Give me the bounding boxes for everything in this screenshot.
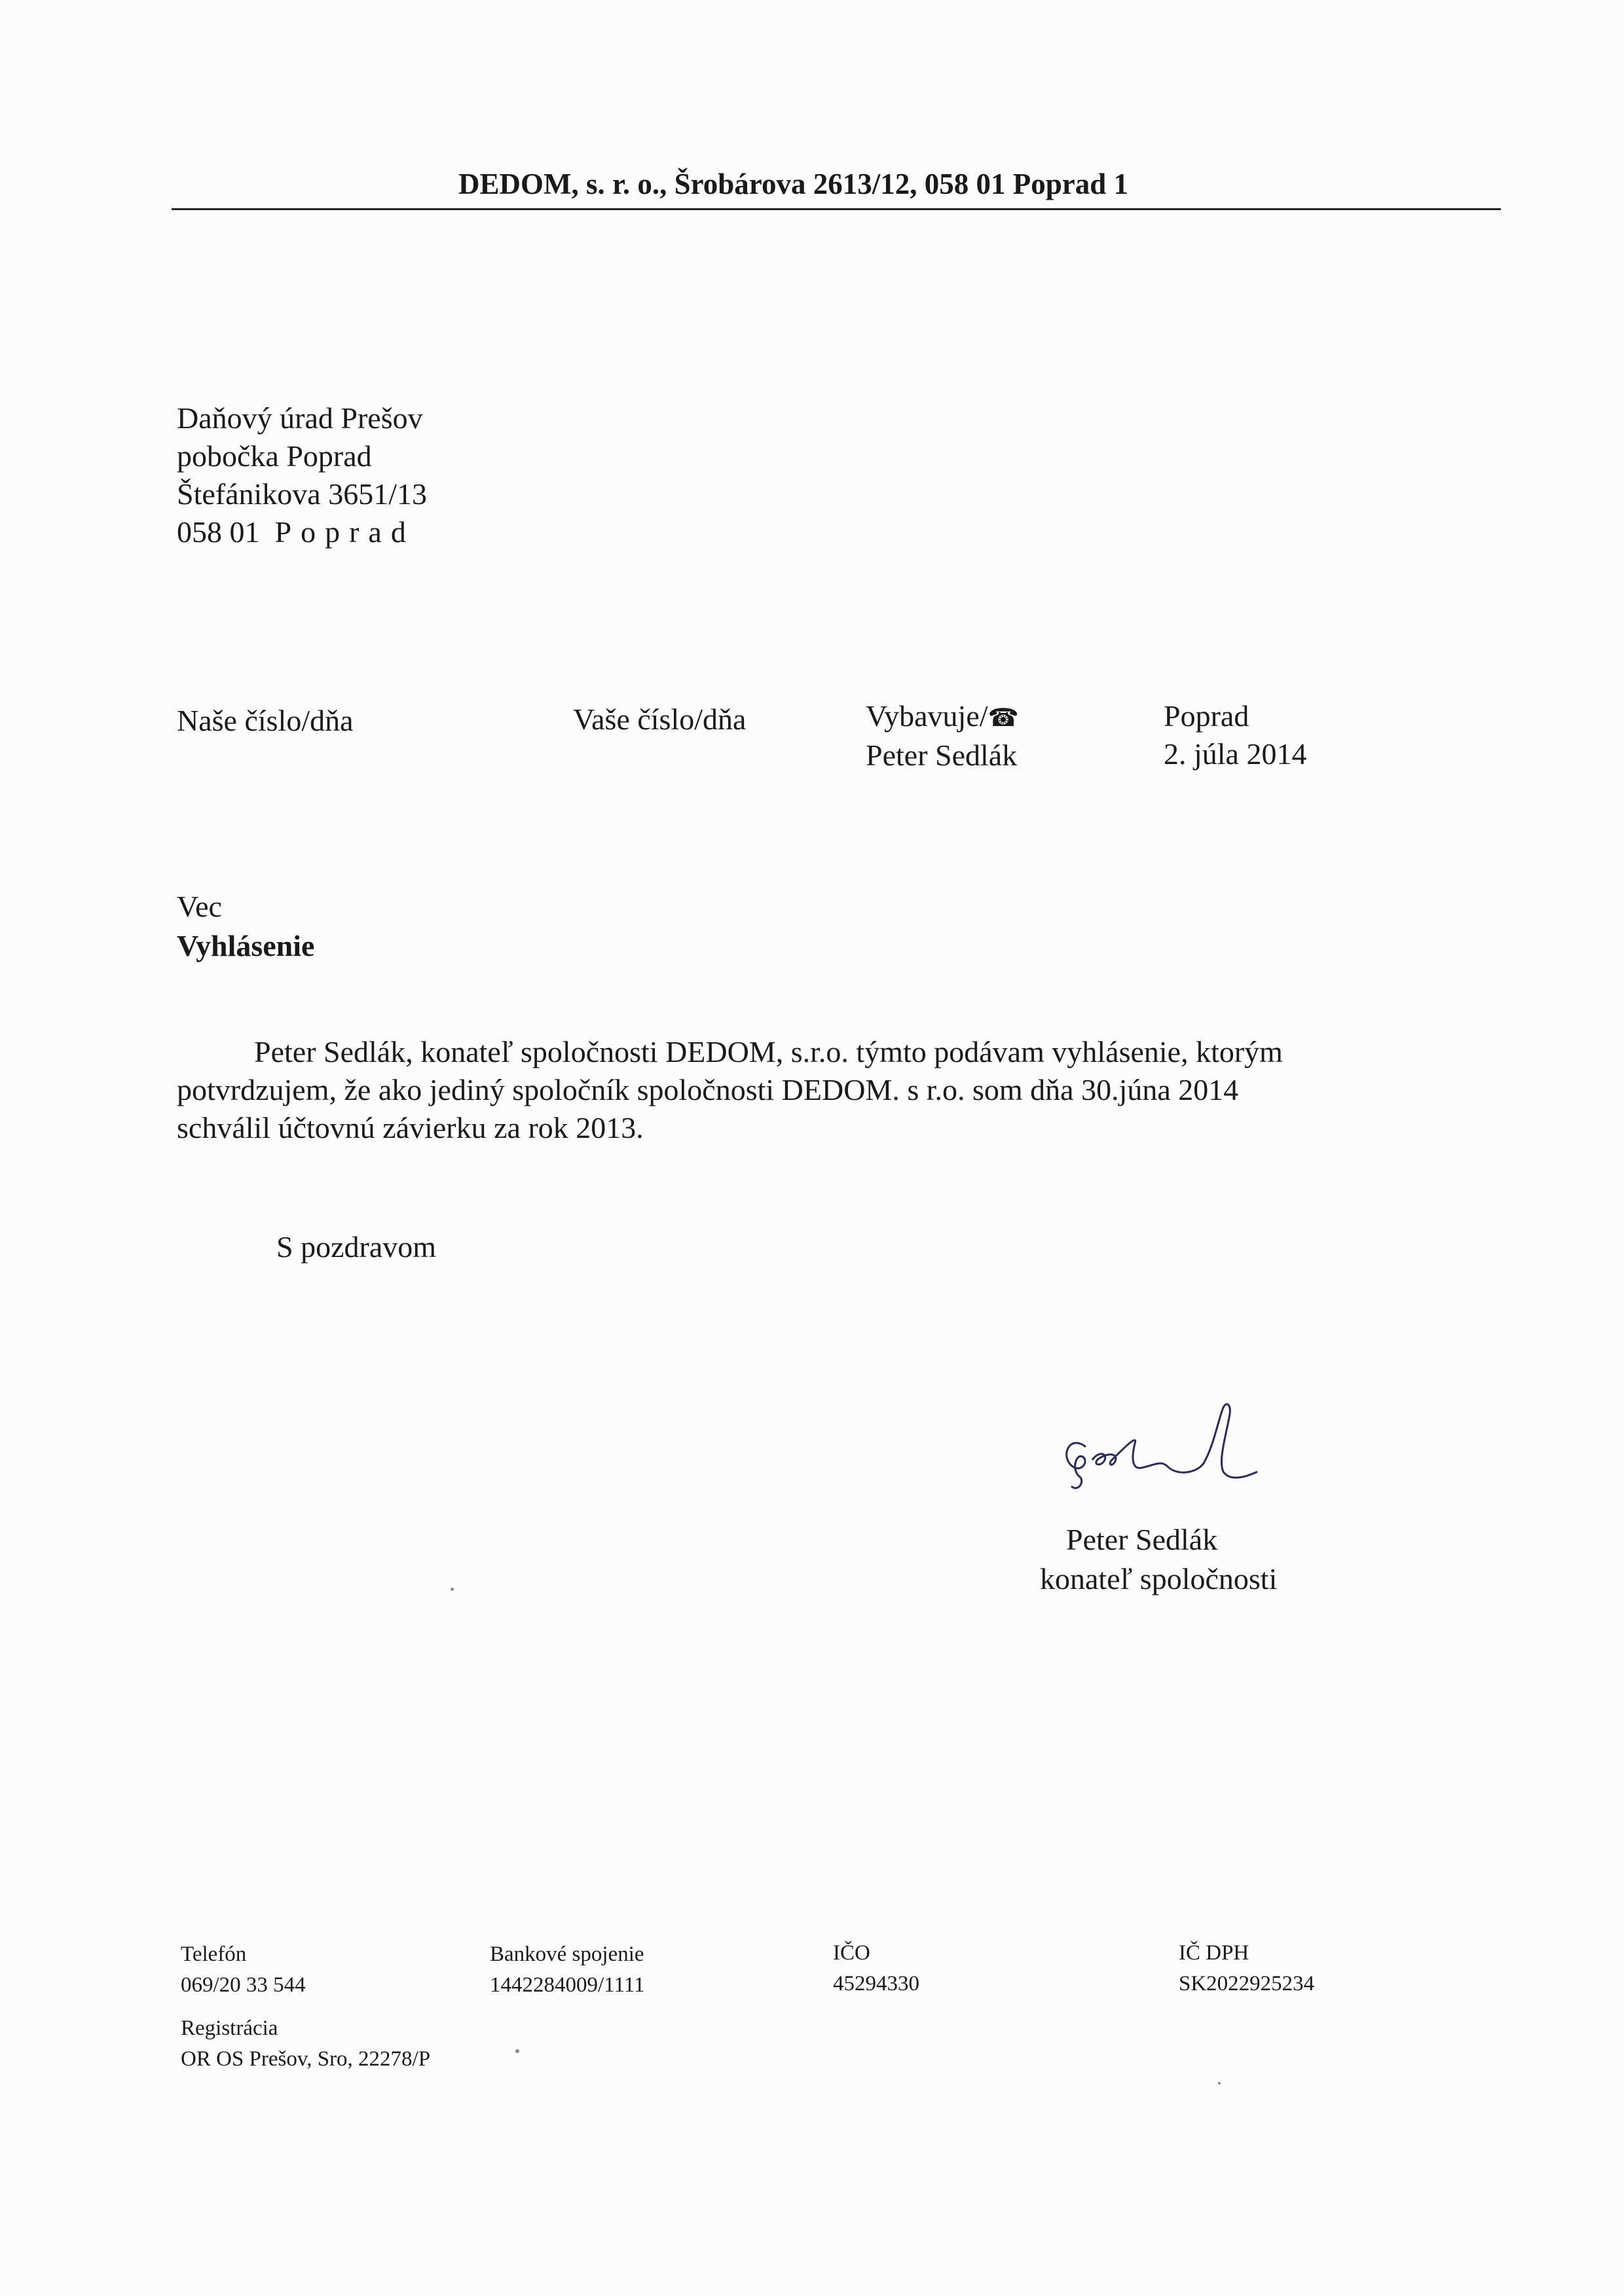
letterhead: DEDOM, s. r. o., Šrobárova 2613/12, 058 01 Poprad 1 xyxy=(458,168,1128,200)
footer-phone-label: Telefón xyxy=(181,1942,247,1966)
handler-name: Peter Sedlák xyxy=(866,738,1018,772)
recipient-line-1: Daňový úrad Prešov xyxy=(177,401,423,435)
signer-name: Peter Sedlák xyxy=(1066,1523,1218,1556)
body-paragraph: Peter Sedlák, konateľ spoločnosti DEDOM, s.r.o. týmto podávam vyhlásenie, ktorým potvrdzujem, že ako jediný spoločník spoločnosti DEDOM. s r.o. som dňa 30.júna 2014 schválil účtovnú závierku za rok 2013. xyxy=(177,1035,1283,1144)
footer-bank-value: 1442284009/1111 xyxy=(490,1973,645,1997)
your-reference-label: Vaše číslo/dňa xyxy=(573,702,747,736)
footer-registration xyxy=(181,2013,430,2075)
footer-registration-label: Registrácia xyxy=(181,2016,278,2040)
footer-ico-value: 45294330 xyxy=(833,1972,919,1995)
handled-by xyxy=(866,697,1019,774)
footer-phone-value: 069/20 33 544 xyxy=(181,1973,306,1997)
footer-phone xyxy=(181,1939,306,2001)
footer-bank-label: Bankové spojenie xyxy=(490,1942,644,1966)
recipient-zip: 058 01 xyxy=(177,515,260,549)
handled-by-label: Vybavuje/ xyxy=(866,699,988,733)
footer-vat-value: SK2022925234 xyxy=(1179,1972,1315,1995)
footer-vat xyxy=(1179,1938,1314,1999)
scan-speck xyxy=(451,1588,454,1591)
subject-label: Vec xyxy=(177,890,222,923)
footer-registration-value: OR OS Prešov, Sro, 22278/P xyxy=(181,2047,431,2071)
header-divider xyxy=(172,208,1501,210)
recipient-line-3: Štefánikova 3651/13 xyxy=(177,477,427,511)
our-reference-label: Naše číslo/dňa xyxy=(177,704,354,737)
letter-place: Poprad xyxy=(1164,699,1249,733)
letter-date: 2. júla 2014 xyxy=(1164,737,1307,771)
scan-speck xyxy=(515,2049,519,2053)
place-and-date xyxy=(1164,697,1306,773)
handwritten-signature xyxy=(1046,1394,1263,1525)
closing-greeting: S pozdravom xyxy=(276,1230,437,1264)
phone-icon: ☎ xyxy=(987,703,1019,732)
recipient-city: Poprad xyxy=(274,515,415,549)
scan-speck xyxy=(1218,2082,1221,2085)
footer-bank xyxy=(490,1939,645,2001)
subject-title: Vyhlásenie xyxy=(177,929,315,962)
signer-role: konateľ spoločnosti xyxy=(1040,1562,1278,1595)
recipient-address xyxy=(177,399,427,551)
recipient-city-line xyxy=(177,513,427,551)
recipient-line-2: pobočka Poprad xyxy=(177,439,372,473)
footer-vat-label: IČ DPH xyxy=(1179,1941,1249,1965)
footer-ico-label: IČO xyxy=(833,1941,870,1965)
footer-ico xyxy=(833,1938,919,1999)
